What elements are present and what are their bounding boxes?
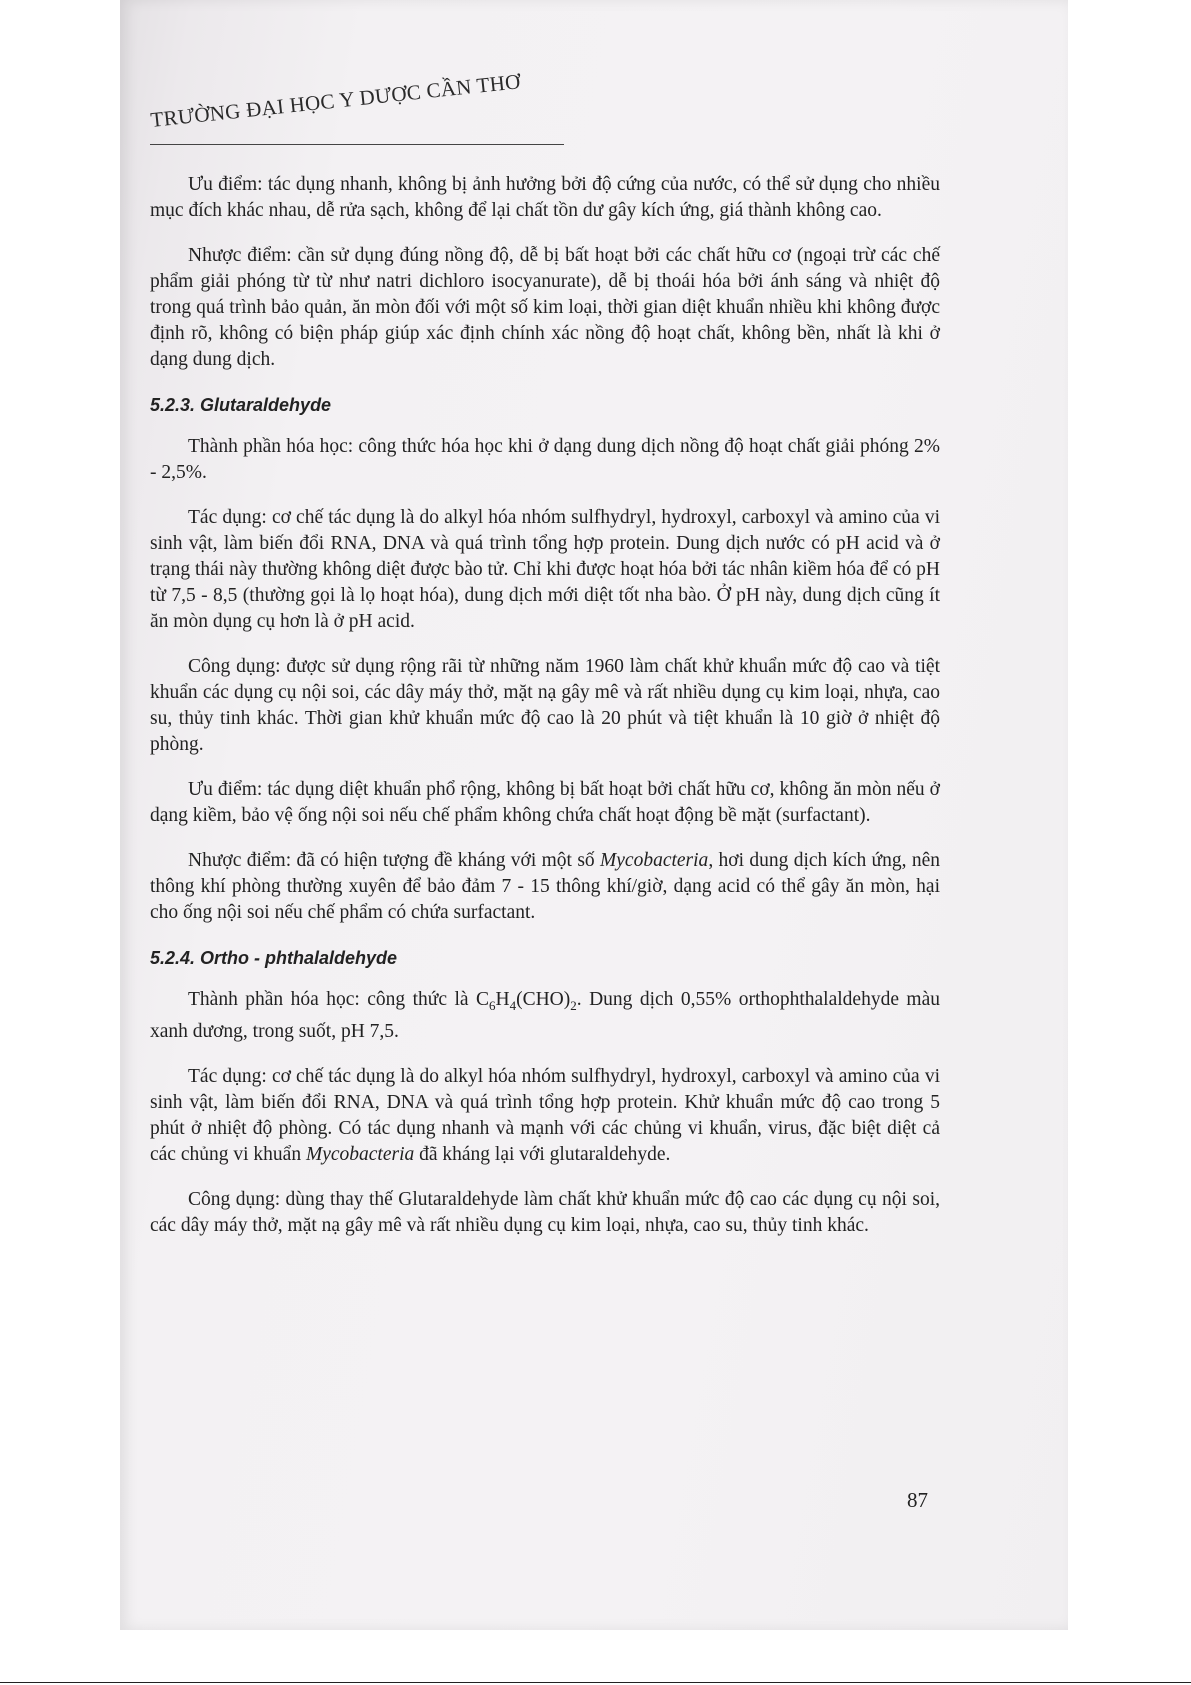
running-header: TRƯỜNG ĐẠI HỌC Y DƯỢC CẦN THƠ	[149, 69, 522, 133]
paragraph-uu-diem: Ưu điểm: tác dụng nhanh, không bị ảnh hưởng bởi độ cứng của nước, có thể sử dụng cho nhiều mục đích khác nhau, dễ rửa sạch, không để lại chất tồn dư gây kích ứng, giá thành không cao.	[150, 174, 940, 221]
text-run: đã kháng lại với glutaraldehyde.	[414, 1143, 671, 1165]
page-content	[150, 170, 940, 1258]
text-run: Nhược điểm: đã có hiện tượng đề kháng với một số	[188, 850, 601, 871]
italic-term: Mycobacteria	[600, 850, 709, 871]
text-run: (CHO)	[516, 989, 571, 1010]
paragraph-nhuoc-diem-glutaraldehyde	[150, 848, 940, 926]
paragraph-tac-dung: Tác dụng: cơ chế tác dụng là do alkyl hóa nhóm sulfhydryl, hydroxyl, carboxyl và amino của vi sinh vật, làm biến đổi RNA, DNA và quá trình tổng hợp protein. Dung dịch nước có pH acid và ở trạng thái này thường không diệt được bào tử. Chỉ khi được hoạt hóa bởi tác nhân kiềm hóa để có pH từ 7,5 - 8,5 (thường gọi là lọ hoạt hóa), dung dịch mới diệt tốt nha bào. Ở pH này, dung dịch cũng ít ăn mòn dụng cụ hơn là ở pH acid.	[150, 507, 940, 632]
paragraph-nhuoc-diem: Nhược điểm: cần sử dụng đúng nồng độ, dễ bị bất hoạt bởi các chất hữu cơ (ngoại trừ các chế phẩm giải phóng từ từ như natri dichloro isocyanurate), dễ bị thoái hóa bởi ánh sáng và nhiệt độ trong quá trình bảo quản, ăn mòn đối với một số kim loại, thời gian diệt khuẩn nhiều khi không được định rõ, không có biện pháp giúp xác định chính xác nồng độ hoạt chất, không bền, nhất là khi ở dạng dung dịch.	[150, 245, 940, 370]
text-run: Tác dụng: cơ chế tác dụng là do alkyl hóa nhóm sulfhydryl, hydroxyl, carboxyl và amino của vi sinh vật, làm biến đổi RNA, DNA và quá trình tổng hợp protein. Khử khuẩn mức độ cao trong 5 phút ở nhiệt độ phòng. Có tác dụng nhanh và mạnh với các chủng vi khuẩn, virus, đặc biệt diệt cả các chủng vi khuẩn	[150, 1065, 940, 1165]
header-rule	[150, 144, 564, 145]
paragraph-thanh-phan: Thành phần hóa học: công thức hóa học khi ở dạng dung dịch nồng độ hoạt chất giải phóng 2% - 2,5%.	[150, 436, 940, 483]
page-number: 87	[907, 1488, 928, 1512]
scan-margin-right	[1068, 0, 1191, 1630]
text-run: . Dung dịch 0,55% orthophthalaldehyde màu xanh dương, trong suốt, pH 7,5.	[150, 989, 941, 1042]
text-run: H	[495, 989, 510, 1010]
footer-rule	[0, 1682, 1191, 1683]
paragraph-tac-dung-opa	[150, 1064, 940, 1168]
paragraph-cong-dung: Công dụng: được sử dụng rộng rãi từ những năm 1960 làm chất khử khuẩn mức độ cao và tiệt khuẩn các dụng cụ nội soi, các dây máy thở, mặt nạ gây mê và rất nhiều dụng cụ kim loại, nhựa, cao su, thủy tinh khác. Thời gian khử khuẩn mức độ cao là 20 phút và tiệt khuẩn là 10 giờ ở nhiệt độ phòng.	[150, 656, 940, 755]
paragraph-thanh-phan-opa	[150, 987, 940, 1045]
section-heading-glutaraldehyde: 5.2.3. Glutaraldehyde	[150, 395, 332, 415]
subscript: 4	[509, 997, 517, 1013]
paragraph-cong-dung-opa: Công dụng: dùng thay thế Glutaraldehyde làm chất khử khuẩn mức độ cao các dụng cụ nội soi, các dây máy thở, mặt nạ gây mê và rất nhiều dụng cụ kim loại, nhựa, cao su, thủy tinh khác.	[150, 1188, 940, 1236]
italic-term: Mycobacteria	[305, 1143, 415, 1165]
paragraph-uu-diem-glutaraldehyde: Ưu điểm: tác dụng diệt khuẩn phổ rộng, không bị bất hoạt bởi chất hữu cơ, không ăn mòn nếu ở dạng kiềm, bảo vệ ống nội soi nếu chế phẩm không chứa chất hoạt động bề mặt (surfactant).	[150, 779, 940, 826]
section-heading-ortho-phthalaldehyde: 5.2.4. Ortho - phthalaldehyde	[150, 948, 398, 968]
text-run: Thành phần hóa học: công thức là C	[188, 989, 489, 1010]
scan-margin-left	[0, 0, 120, 1630]
subscript: 6	[488, 997, 496, 1013]
subscript: 2	[570, 997, 577, 1013]
text-run: , hơi dung dịch kích ứng, nên thông khí phòng thường xuyên để bảo đảm 7 - 15 thông khí/giờ, dạng acid có thể gây ăn mòn, hại cho ống nội soi nếu chế phẩm có chứa surfactant.	[150, 850, 941, 923]
